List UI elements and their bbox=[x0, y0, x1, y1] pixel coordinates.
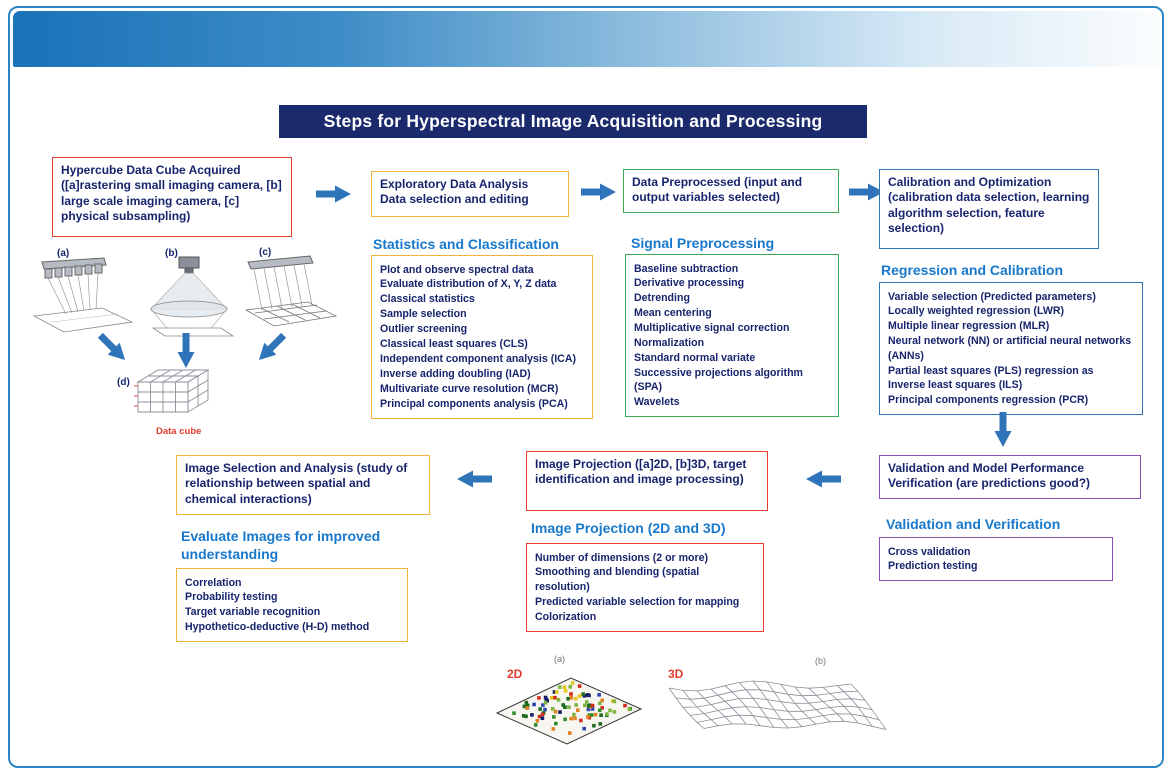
projection-3d-label: 3D bbox=[668, 667, 684, 681]
list-item: Outlier screening bbox=[380, 323, 468, 336]
flow-arrow-down-icon bbox=[993, 412, 1013, 448]
physical-subsampling-illustration bbox=[242, 252, 342, 337]
regression-heading: Regression and Calibration bbox=[881, 262, 1064, 278]
stats-list bbox=[371, 255, 593, 419]
list-item: Detrending bbox=[634, 292, 690, 305]
camera-b-caption: (b) bbox=[165, 248, 178, 259]
flow-box-hypercube-acquired: Hypercube Data Cube Acquired ([a]rastering small imaging camera, [b] large scale imaging camera, [c] physical subsampling) bbox=[52, 157, 292, 237]
large-scale-camera-illustration bbox=[137, 254, 242, 339]
projection-3d-caption: (b) bbox=[815, 656, 826, 666]
evaluate-heading: Evaluate Images for improved understanding bbox=[181, 528, 381, 562]
exploratory-line2: Data selection and editing bbox=[380, 192, 529, 207]
projection-list bbox=[526, 543, 764, 632]
flow-arrow-left-icon bbox=[805, 469, 841, 489]
list-item: Target variable recognition bbox=[185, 606, 321, 619]
list-item: Wavelets bbox=[634, 396, 680, 409]
list-item: Principal components regression (PCR) bbox=[888, 394, 1089, 407]
list-item: Partial least squares (PLS) regression as bbox=[888, 364, 1094, 377]
list-item: Plot and observe spectral data bbox=[380, 263, 534, 276]
list-item: Multiple linear regression (MLR) bbox=[888, 320, 1050, 333]
evaluate-list bbox=[176, 568, 408, 642]
list-item: Principal components analysis (PCA) bbox=[380, 397, 568, 410]
list-item: Variable selection (Predicted parameters) bbox=[888, 290, 1096, 303]
diagram-title: Steps for Hyperspectral Image Acquisition and Processing bbox=[279, 105, 867, 138]
list-item: Standard normal variate bbox=[634, 351, 756, 364]
list-item: Classical least squares (CLS) bbox=[380, 338, 528, 351]
diagram-frame bbox=[8, 6, 1164, 768]
flow-box-preprocessed: Data Preprocessed (input and output variables selected) bbox=[623, 169, 839, 213]
flow-box-image-projection: Image Projection ([a]2D, [b]3D, target identification and image processing) bbox=[526, 451, 768, 511]
list-item: Successive projections algorithm (SPA) bbox=[634, 366, 803, 394]
list-item: Cross validation bbox=[888, 545, 971, 558]
list-item: Colorization bbox=[535, 610, 597, 623]
validation-heading: Validation and Verification bbox=[886, 516, 1061, 532]
list-item: Hypothetico-deductive (H-D) method bbox=[185, 621, 370, 634]
list-item: Derivative processing bbox=[634, 277, 745, 290]
camera-a-caption: (a) bbox=[57, 248, 70, 259]
regression-list bbox=[879, 282, 1143, 415]
camera-c-caption: (c) bbox=[259, 247, 272, 258]
signal-heading: Signal Preprocessing bbox=[631, 235, 775, 251]
stats-heading: Statistics and Classification bbox=[373, 236, 559, 252]
flow-arrow-right-icon bbox=[581, 182, 617, 202]
data-cube-label: Data cube bbox=[156, 426, 202, 437]
projection-2d-caption: (a) bbox=[554, 654, 565, 664]
list-item: Evaluate distribution of X, Y, Z data bbox=[380, 278, 557, 291]
list-item: Correlation bbox=[185, 576, 242, 589]
list-item: Normalization bbox=[634, 337, 705, 350]
projection-2d-label: 2D bbox=[507, 667, 523, 681]
list-item: Baseline subtraction bbox=[634, 262, 739, 275]
projection-3d-image bbox=[655, 668, 900, 753]
flow-box-exploratory bbox=[371, 171, 569, 217]
rastering-camera-illustration bbox=[32, 254, 137, 339]
validation-list bbox=[879, 537, 1113, 581]
flow-arrow-right-icon bbox=[316, 184, 352, 204]
list-item: Locally weighted regression (LWR) bbox=[888, 305, 1065, 318]
flow-arrow-left-icon bbox=[456, 469, 492, 489]
list-item: Multivariate curve resolution (MCR) bbox=[380, 382, 559, 395]
list-item: Neural network (NN) or artificial neural networks (ANNs) bbox=[888, 335, 1132, 362]
list-item: Smoothing and blending (spatial resolution) bbox=[535, 566, 700, 593]
projection-2d-image bbox=[488, 672, 650, 750]
list-item: Inverse adding doubling (IAD) bbox=[380, 367, 531, 380]
list-item: Sample selection bbox=[380, 308, 467, 321]
flow-box-calibration: Calibration and Optimization (calibration data selection, learning algorithm selection, feature selection) bbox=[879, 169, 1099, 249]
list-item: Mean centering bbox=[634, 307, 712, 320]
list-item: Inverse least squares (ILS) bbox=[888, 379, 1023, 392]
list-item: Number of dimensions (2 or more) bbox=[535, 551, 709, 564]
flow-box-validation: Validation and Model Performance Verification (are predictions good?) bbox=[879, 455, 1141, 499]
list-item: Classical statistics bbox=[380, 293, 475, 306]
data-cube-illustration bbox=[130, 364, 225, 424]
list-item: Independent component analysis (ICA) bbox=[380, 352, 577, 365]
list-item: Probability testing bbox=[185, 591, 278, 604]
header-gradient-bar bbox=[13, 11, 1160, 67]
projection-heading: Image Projection (2D and 3D) bbox=[531, 520, 726, 536]
list-item: Multiplicative signal correction bbox=[634, 322, 790, 335]
list-item: Predicted variable selection for mapping bbox=[535, 595, 740, 608]
list-item: Prediction testing bbox=[888, 560, 978, 573]
exploratory-line1: Exploratory Data Analysis bbox=[380, 177, 529, 191]
signal-list bbox=[625, 254, 839, 417]
flow-box-image-selection: Image Selection and Analysis (study of relationship between spatial and chemical interactions) bbox=[176, 455, 430, 515]
data-cube-caption: (d) bbox=[117, 377, 130, 388]
